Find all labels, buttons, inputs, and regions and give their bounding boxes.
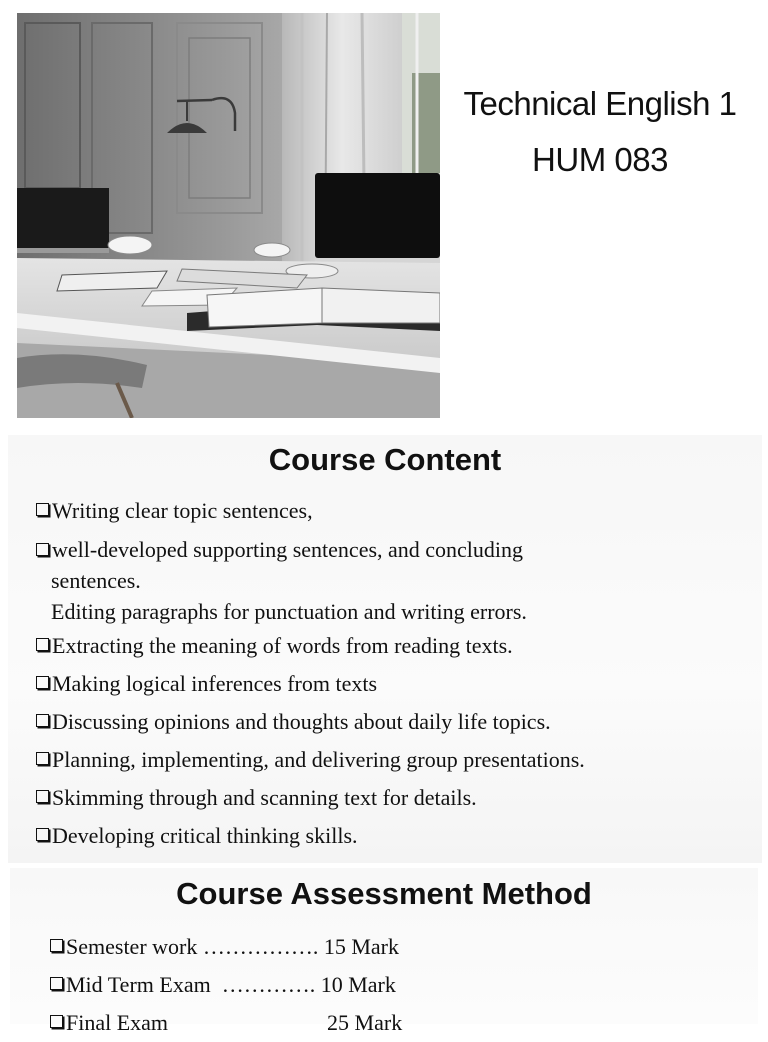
office-desk-illustration [17,13,440,418]
list-item-text: well-developed supporting sentences, and concluding [52,537,524,562]
assessment-item-mark: 15 Mark [318,934,400,959]
checkbox-bullet-icon [36,752,49,765]
list-item-text: Making logical inferences from texts [52,671,378,696]
assessment-item-mark: 25 Mark [321,1010,403,1035]
list-item [34,534,762,565]
course-content-heading: Course Content [268,442,502,477]
checkbox-bullet-icon [50,1015,63,1028]
list-item [34,741,762,779]
checkbox-bullet-icon [36,676,49,689]
list-item-text: Writing clear topic sentences, [52,498,313,523]
checkbox-bullet-icon [50,939,63,952]
checkbox-bullet-icon [36,503,49,516]
list-item-text: Discussing opinions and thoughts about daily life topics. [52,709,551,734]
course-content-slide [8,435,762,863]
assessment-item [48,966,758,1004]
list-item-text: Extracting the meaning of words from reading texts. [52,633,513,658]
checkbox-bullet-icon [36,714,49,727]
list-item-text: sentences. [51,568,141,593]
course-title [450,76,750,188]
list-item [34,817,762,855]
list-item-text: Editing paragraphs for punctuation and writing errors. [51,599,527,624]
assessment-list [10,928,758,1042]
checkbox-bullet-icon [36,638,49,651]
checkbox-bullet-icon [50,977,63,990]
checkbox-bullet-icon [36,543,49,556]
list-item-continuation [34,596,762,627]
assessment-item-name: Mid Term Exam [66,972,222,997]
assessment-item-name: Semester work [66,934,203,959]
assessment-item-leader: ……………. [202,934,319,959]
list-item [34,779,762,817]
assessment-heading: Course Assessment Method [176,876,592,911]
course-code: HUM 083 [532,141,668,178]
title-slide [0,0,768,430]
list-item-text: Skimming through and scanning text for details. [52,785,477,810]
assessment-item-mark: 10 Mark [315,972,396,997]
checkbox-bullet-icon [36,790,49,803]
assessment-slide [10,868,758,1035]
list-item-continuation [34,565,762,596]
list-item [34,492,762,530]
course-content-list [8,492,762,855]
office-desk-photo [17,13,440,418]
assessment-item-leader: …………. [221,972,316,997]
list-item [34,665,762,703]
list-item [34,703,762,741]
course-title-line1: Technical English 1 [463,85,737,122]
checkbox-bullet-icon [36,828,49,841]
list-item [34,627,762,665]
assessment-item [48,928,758,966]
list-item-text: Planning, implementing, and delivering group presentations. [52,747,585,772]
assessment-item [48,1004,758,1042]
assessment-item-name: Final Exam [66,1010,174,1035]
list-item-text: Developing critical thinking skills. [52,823,358,848]
